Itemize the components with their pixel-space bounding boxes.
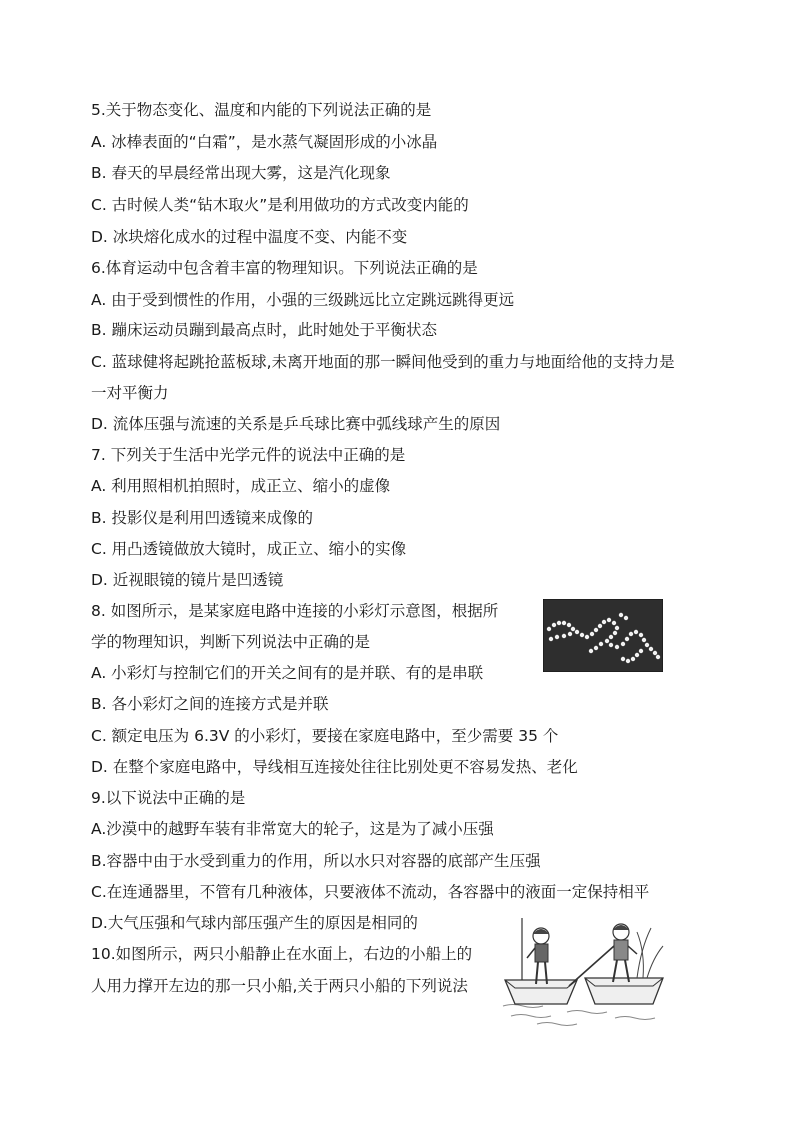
q8-option-d: D. 在整个家庭电路中，导线相互连接处往往比别处更不容易发热、老化 [91, 758, 578, 776]
q6-option-c-continued: 一对平衡力 [91, 384, 169, 402]
two-boats-illustration [497, 908, 669, 1030]
q7-option-d: D. 近视眼镜的镜片是凹透镜 [91, 571, 284, 589]
q6-option-b: B. 蹦床运动员蹦到最高点时，此时她处于平衡状态 [91, 321, 437, 339]
q10-stem: 10.如图所示，两只小船静止在水面上，右边的小船上的 [91, 945, 473, 963]
q10-stem-continued: 人用力撑开左边的那一只小船,关于两只小船的下列说法 [91, 977, 468, 995]
q7-stem: 7. 下列关于生活中光学元件的说法中正确的是 [91, 446, 406, 464]
q9-option-a: A.沙漠中的越野车装有非常宽大的轮子，这是为了减小压强 [91, 820, 494, 838]
q5-option-c: C. 古时候人类“钻木取火”是利用做功的方式改变内能的 [91, 196, 469, 214]
q5-option-b: B. 春天的早晨经常出现大雾，这是汽化现象 [91, 164, 391, 182]
string-lights-photo [543, 599, 663, 672]
q6-option-a: A. 由于受到惯性的作用，小强的三级跳远比立定跳远跳得更远 [91, 291, 515, 309]
q9-option-c: C.在连通器里，不管有几种液体，只要液体不流动，各容器中的液面一定保持相平 [91, 883, 650, 901]
q8-option-b: B. 各小彩灯之间的连接方式是并联 [91, 695, 329, 713]
q9-option-d: D.大气压强和气球内部压强产生的原因是相同的 [91, 914, 418, 932]
q7-option-c: C. 用凸透镜做放大镜时，成正立、缩小的实像 [91, 540, 407, 558]
q8-option-c: C. 额定电压为 6.3V 的小彩灯，要接在家庭电路中，至少需要 35 个 [91, 727, 559, 745]
q5-stem: 5.关于物态变化、温度和内能的下列说法正确的是 [91, 101, 432, 119]
q9-stem: 9.以下说法中正确的是 [91, 789, 246, 807]
q6-option-d: D. 流体压强与流速的关系是乒乓球比赛中弧线球产生的原因 [91, 415, 501, 433]
q6-stem: 6.体育运动中包含着丰富的物理知识。下列说法正确的是 [91, 259, 478, 277]
q8-stem-continued: 学的物理知识，判断下列说法中正确的是 [91, 633, 371, 651]
q8-stem: 8. 如图所示，是某家庭电路中连接的小彩灯示意图，根据所 [91, 602, 499, 620]
q7-option-a: A. 利用照相机拍照时，成正立、缩小的虚像 [91, 477, 391, 495]
q5-option-a: A. 冰棒表面的“白霜”，是水蒸气凝固形成的小冰晶 [91, 133, 438, 151]
q9-option-b: B.容器中由于水受到重力的作用，所以水只对容器的底部产生压强 [91, 852, 541, 870]
q5-option-d: D. 冰块熔化成水的过程中温度不变、内能不变 [91, 228, 408, 246]
q6-option-c: C. 蓝球健将起跳抢蓝板球,未离开地面的那一瞬间他受到的重力与地面给他的支持力是 [91, 353, 675, 371]
q7-option-b: B. 投影仪是利用凹透镜来成像的 [91, 509, 313, 527]
q8-option-a: A. 小彩灯与控制它们的开关之间有的是并联、有的是串联 [91, 664, 484, 682]
